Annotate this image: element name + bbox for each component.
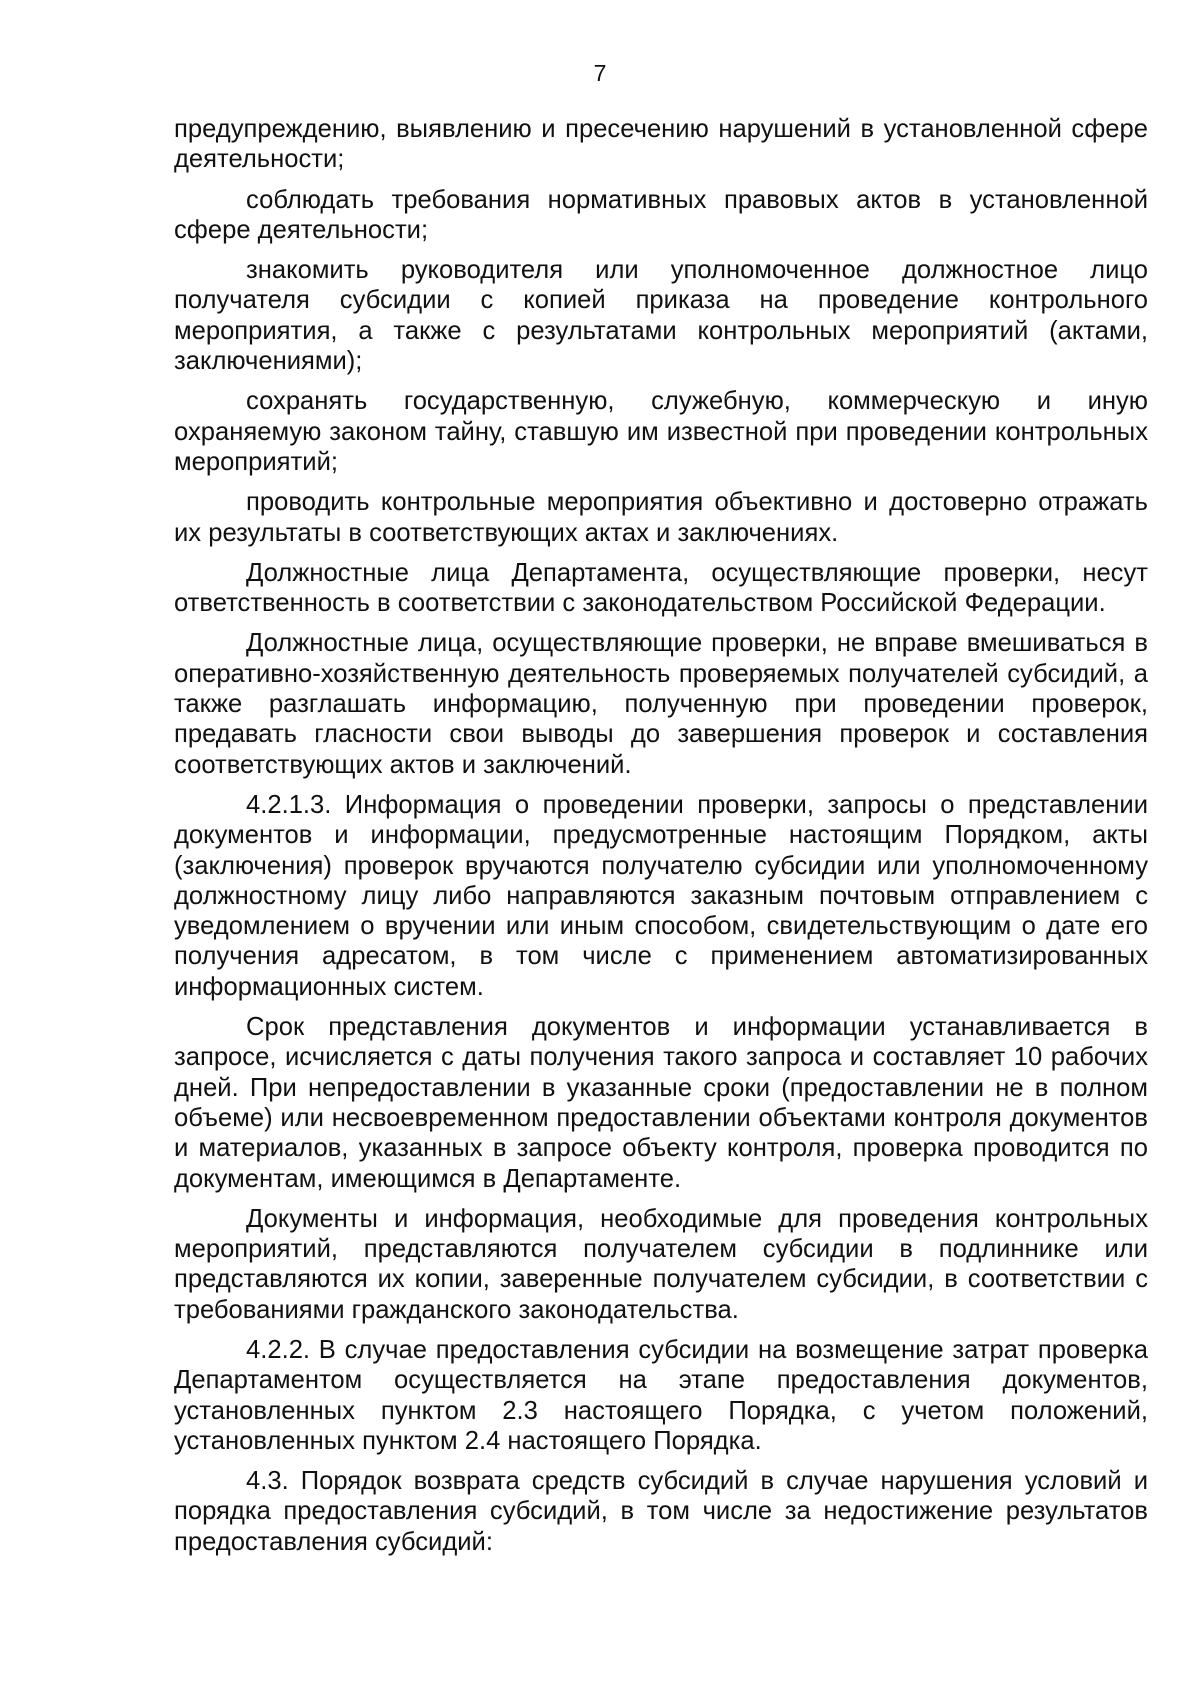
paragraph: Должностные лица Департамента, осуществляющие проверки, несут ответственность в соответствии с законодательством Российской Федерации. [174,558,1148,618]
paragraph: соблюдать требования нормативных правовых актов в установленной сфере деятельности; [174,185,1148,244]
paragraph: Срок представления документов и информации устанавливается в запросе, исчисляется с даты получения такого запроса и составляет 10 рабочих дней. При непредоставлении в указанные сроки (предоставлении не в полном объеме) или несвоевременном предоставлении объектами контроля документов и материалов, указанных в запросе объекту контроля, проверка проводится по документам, имеющимся в Департаменте. [174,1013,1148,1193]
paragraph: сохранять государственную, служебную, коммерческую и иную охраняемую законом тайну, ставшую им известной при проведении контрольных мероприятий; [174,387,1148,476]
page-number: 7 [593,60,607,86]
paragraph-section-4-3: 4.3. Порядок возврата средств субсидий в случае нарушения условий и порядка предоставления субсидий, в том числе за недостижение результатов предоставления субсидий: [174,1467,1148,1556]
paragraph-section-4-2-2: 4.2.2. В случае предоставления субсидии на возмещение затрат проверка Департаментом осуществляется на этапе предоставления документов, установленных пунктом 2.3 настоящего Порядка, с учетом положений, установленных пунктом 2.4 настоящего Порядка. [174,1335,1148,1455]
paragraph: Должностные лица, осуществляющие проверки, не вправе вмешиваться в оперативно-хозяйственную деятельность проверяемых получателей субсидий, а также разглашать информацию, полученную при проведении проверок, предавать гласности свои выводы до завершения проверок и составления соответствующих актов и заключений. [174,629,1148,779]
paragraph: Документы и информация, необходимые для проведения контрольных мероприятий, представляются получателем субсидии в подлиннике или представляются их копии, заверенные получателем субсидии, в соответствии с требованиями гражданского законодательства. [174,1204,1148,1324]
paragraph-section-4-2-1-3: 4.2.1.3. Информация о проведении проверки, запросы о представлении документов и информации, предусмотренные настоящим Порядком, акты (заключения) проверок вручаются получателю субсидии или уполномоченному должностному лицу либо направляются заказным почтовым отправлением с уведомлением о вручении или иным способом, свидетельствующим о дате его получения адресатом, в том числе с применением автоматизированных информационных систем. [174,790,1148,1001]
paragraph: проводить контрольные мероприятия объективно и достоверно отражать их результаты в соответствующих актах и заключениях. [174,488,1148,547]
paragraph-continuation: предупреждению, выявлению и пресечению нарушений в установленной сфере деятельности; [174,115,1148,174]
document-body [174,114,1148,1567]
paragraph: знакомить руководителя или уполномоченное должностное лицо получателя субсидии с копией приказа на проведение контрольного мероприятия, а также с результатами контрольных мероприятий (актами, заключениями); [174,256,1148,376]
